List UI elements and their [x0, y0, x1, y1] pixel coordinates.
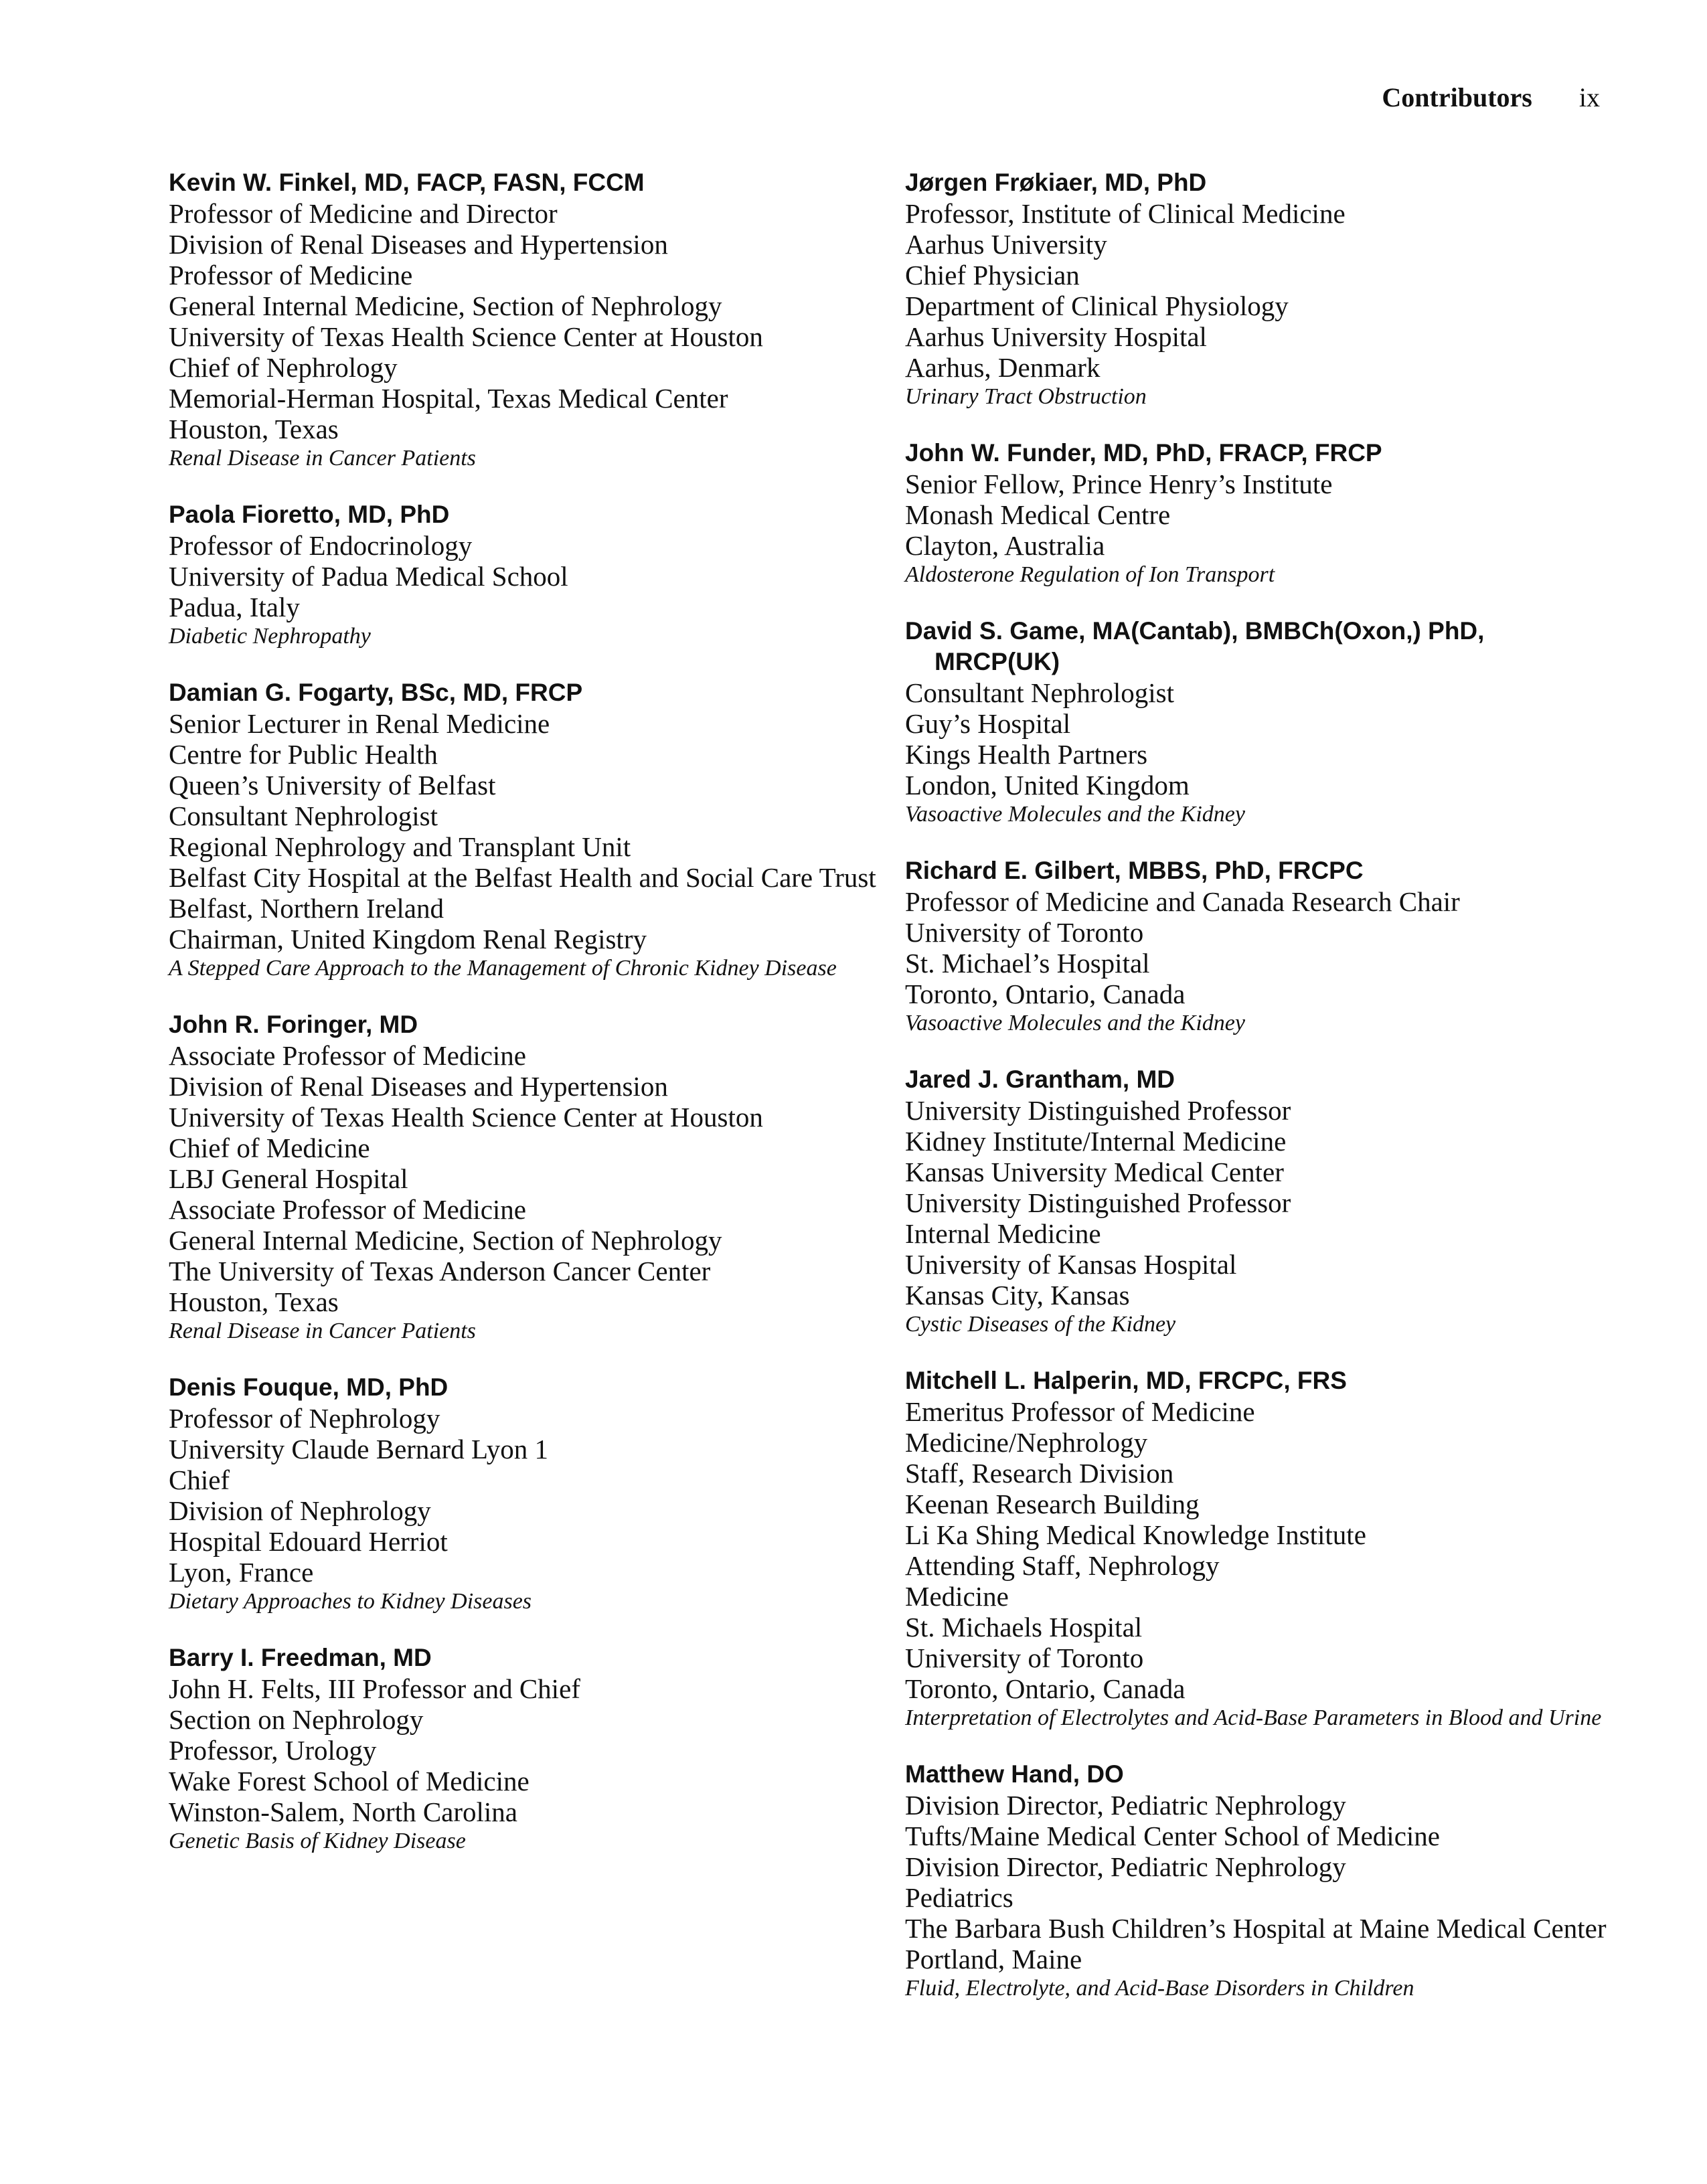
- chapter-title: Diabetic Nephropathy: [169, 624, 371, 649]
- affiliation-line: Li Ka Shing Medical Knowledge Institute: [905, 1519, 1366, 1550]
- affiliation-line: John H. Felts, III Professor and Chief: [169, 1673, 580, 1704]
- chapter-title: Dietary Approaches to Kidney Diseases: [169, 1589, 532, 1614]
- affiliation-line: LBJ General Hospital: [169, 1163, 408, 1194]
- affiliation-line: Winston-Salem, North Carolina: [169, 1796, 518, 1827]
- affiliation-line: University Distinguished Professor: [905, 1187, 1291, 1218]
- chapter-title: Renal Disease in Cancer Patients: [169, 1319, 476, 1343]
- contributor-entry: [169, 1643, 885, 1855]
- affiliation-line: Consultant Nephrologist: [169, 801, 438, 831]
- contributor-name: Barry I. Freedman, MD: [169, 1644, 432, 1671]
- affiliation-line: Padua, Italy: [169, 592, 300, 622]
- affiliation-line: Division of Renal Diseases and Hypertension: [169, 229, 668, 260]
- running-head: [1382, 82, 1600, 113]
- chapter-title: Genetic Basis of Kidney Disease: [169, 1829, 466, 1853]
- contributor-entry: [169, 1009, 885, 1345]
- affiliation-line: Section on Nephrology: [169, 1704, 424, 1735]
- affiliation-line: University of Toronto: [905, 1643, 1144, 1673]
- contributor-entry: [905, 855, 1615, 1037]
- affiliation-line: Chief Physician: [905, 260, 1080, 290]
- affiliation-line: Clayton, Australia: [905, 530, 1105, 561]
- affiliation-line: Medicine: [905, 1581, 1009, 1612]
- affiliation-line: Hospital Edouard Herriot: [169, 1526, 448, 1557]
- running-head-title: Contributors: [1382, 82, 1532, 112]
- contributor-name: Jørgen Frøkiaer, MD, PhD: [905, 169, 1207, 196]
- chapter-title: Cystic Diseases of the Kidney: [905, 1312, 1176, 1337]
- affiliation-line: Associate Professor of Medicine: [169, 1040, 527, 1071]
- affiliation-line: Senior Fellow, Prince Henry’s Institute: [905, 469, 1333, 499]
- contributor-name: Kevin W. Finkel, MD, FACP, FASN, FCCM: [169, 169, 645, 196]
- affiliation-line: Kansas University Medical Center: [905, 1157, 1284, 1187]
- affiliation-line: Medicine/Nephrology: [905, 1427, 1148, 1458]
- contributor-name: Denis Fouque, MD, PhD: [169, 1373, 449, 1401]
- affiliation-line: Consultant Nephrologist: [905, 677, 1175, 708]
- chapter-title: Vasoactive Molecules and the Kidney: [905, 1011, 1245, 1035]
- chapter-title: Vasoactive Molecules and the Kidney: [905, 802, 1245, 827]
- affiliation-line: Toronto, Ontario, Canada: [905, 1673, 1186, 1704]
- affiliation-line: Division Director, Pediatric Nephrology: [905, 1790, 1346, 1821]
- contributor-entry: [169, 499, 885, 651]
- affiliation-line: Department of Clinical Physiology: [905, 290, 1289, 321]
- contributor-name: Jared J. Grantham, MD: [905, 1066, 1175, 1093]
- affiliation-line: Attending Staff, Nephrology: [905, 1550, 1220, 1581]
- affiliation-line: The Barbara Bush Children’s Hospital at Maine Medical Center: [905, 1913, 1607, 1944]
- affiliation-line: University Distinguished Professor: [905, 1095, 1291, 1126]
- chapter-title: Fluid, Electrolyte, and Acid-Base Disorders in Children: [905, 1976, 1414, 2001]
- affiliation-line: Belfast City Hospital at the Belfast Health and Social Care Trust: [169, 862, 876, 893]
- contributor-entry: [905, 438, 1615, 589]
- affiliation-line: General Internal Medicine, Section of Nephrology: [169, 1225, 722, 1256]
- affiliation-line: Kings Health Partners: [905, 739, 1148, 770]
- page-number: ix: [1578, 82, 1600, 112]
- affiliation-line: Keenan Research Building: [905, 1489, 1200, 1519]
- contributor-name: Richard E. Gilbert, MBBS, PhD, FRCPC: [905, 857, 1364, 884]
- affiliation-line: Guy’s Hospital: [905, 708, 1071, 739]
- affiliation-line: St. Michael’s Hospital: [905, 948, 1150, 979]
- contributor-entry: [905, 1064, 1615, 1339]
- affiliation-line: Memorial-Herman Hospital, Texas Medical Center: [169, 383, 728, 414]
- contributor-entry: [905, 616, 1615, 829]
- left-column: [169, 167, 885, 1882]
- affiliation-line: Professor of Medicine and Director: [169, 198, 558, 229]
- affiliation-line: University of Texas Health Science Center at Houston: [169, 1102, 763, 1132]
- right-column: [905, 167, 1615, 2029]
- affiliation-line: Chief of Nephrology: [169, 352, 398, 383]
- affiliation-line: Senior Lecturer in Renal Medicine: [169, 708, 550, 739]
- contributor-name: John W. Funder, MD, PhD, FRACP, FRCP: [905, 439, 1382, 467]
- affiliation-line: St. Michaels Hospital: [905, 1612, 1143, 1643]
- contributor-name: David S. Game, MA(Cantab), BMBCh(Oxon,) PhD, MRCP(UK): [905, 617, 1485, 675]
- affiliation-line: Toronto, Ontario, Canada: [905, 979, 1186, 1009]
- affiliation-line: Professor, Urology: [169, 1735, 377, 1766]
- affiliation-line: University Claude Bernard Lyon 1: [169, 1434, 549, 1464]
- affiliation-line: General Internal Medicine, Section of Nephrology: [169, 290, 722, 321]
- affiliation-line: Chief of Medicine: [169, 1132, 370, 1163]
- affiliation-line: Houston, Texas: [169, 414, 339, 444]
- affiliation-line: Pediatrics: [905, 1882, 1013, 1913]
- affiliation-line: Lyon, France: [169, 1557, 314, 1588]
- chapter-title: Interpretation of Electrolytes and Acid-Base Parameters in Blood and Urine: [905, 1705, 1602, 1730]
- contributor-entry: [905, 1365, 1615, 1732]
- affiliation-line: Emeritus Professor of Medicine: [905, 1396, 1255, 1427]
- contributor-entry: [905, 1759, 1615, 2003]
- affiliation-line: University of Toronto: [905, 917, 1144, 948]
- affiliation-line: The University of Texas Anderson Cancer Center: [169, 1256, 711, 1286]
- affiliation-line: Kansas City, Kansas: [905, 1280, 1130, 1311]
- affiliation-line: Chief: [169, 1464, 230, 1495]
- affiliation-line: University of Kansas Hospital: [905, 1249, 1237, 1280]
- affiliation-line: Staff, Research Division: [905, 1458, 1174, 1489]
- affiliation-line: Centre for Public Health: [169, 739, 438, 770]
- affiliation-line: Monash Medical Centre: [905, 499, 1171, 530]
- affiliation-line: Wake Forest School of Medicine: [169, 1766, 530, 1796]
- affiliation-line: University of Padua Medical School: [169, 561, 568, 592]
- affiliation-line: Chairman, United Kingdom Renal Registry: [169, 924, 647, 954]
- affiliation-line: University of Texas Health Science Center at Houston: [169, 321, 763, 352]
- contributor-name: Matthew Hand, DO: [905, 1760, 1124, 1788]
- affiliation-line: Regional Nephrology and Transplant Unit: [169, 831, 631, 862]
- contributor-entry: [169, 677, 885, 983]
- affiliation-line: Queen’s University of Belfast: [169, 770, 496, 801]
- chapter-title: Aldosterone Regulation of Ion Transport: [905, 562, 1275, 587]
- affiliation-line: Aarhus, Denmark: [905, 352, 1101, 383]
- affiliation-line: Professor of Medicine: [169, 260, 413, 290]
- contributor-entry: [905, 167, 1615, 411]
- affiliation-line: Portland, Maine: [905, 1944, 1082, 1975]
- affiliation-line: Division Director, Pediatric Nephrology: [905, 1851, 1346, 1882]
- chapter-title: Urinary Tract Obstruction: [905, 384, 1147, 409]
- affiliation-line: Professor, Institute of Clinical Medicine: [905, 198, 1346, 229]
- affiliation-line: Houston, Texas: [169, 1286, 339, 1317]
- contributor-name: Paola Fioretto, MD, PhD: [169, 501, 450, 528]
- affiliation-line: Belfast, Northern Ireland: [169, 893, 444, 924]
- affiliation-line: Aarhus University Hospital: [905, 321, 1207, 352]
- affiliation-line: Aarhus University: [905, 229, 1107, 260]
- affiliation-line: Division of Renal Diseases and Hypertension: [169, 1071, 668, 1102]
- contributor-entry: [169, 1372, 885, 1616]
- contributor-entry: [169, 167, 885, 473]
- affiliation-line: Division of Nephrology: [169, 1495, 431, 1526]
- affiliation-line: Professor of Endocrinology: [169, 530, 473, 561]
- affiliation-line: Kidney Institute/Internal Medicine: [905, 1126, 1287, 1157]
- chapter-title: A Stepped Care Approach to the Management of Chronic Kidney Disease: [169, 956, 837, 981]
- affiliation-line: Professor of Medicine and Canada Research Chair: [905, 886, 1460, 917]
- affiliation-line: Tufts/Maine Medical Center School of Medicine: [905, 1821, 1440, 1851]
- affiliation-line: Associate Professor of Medicine: [169, 1194, 527, 1225]
- contributor-name: Mitchell L. Halperin, MD, FRCPC, FRS: [905, 1367, 1347, 1394]
- contributor-name: Damian G. Fogarty, BSc, MD, FRCP: [169, 679, 583, 706]
- affiliation-line: London, United Kingdom: [905, 770, 1190, 801]
- contributor-name: John R. Foringer, MD: [169, 1011, 418, 1038]
- affiliation-line: Professor of Nephrology: [169, 1403, 440, 1434]
- chapter-title: Renal Disease in Cancer Patients: [169, 446, 476, 471]
- affiliation-line: Internal Medicine: [905, 1218, 1101, 1249]
